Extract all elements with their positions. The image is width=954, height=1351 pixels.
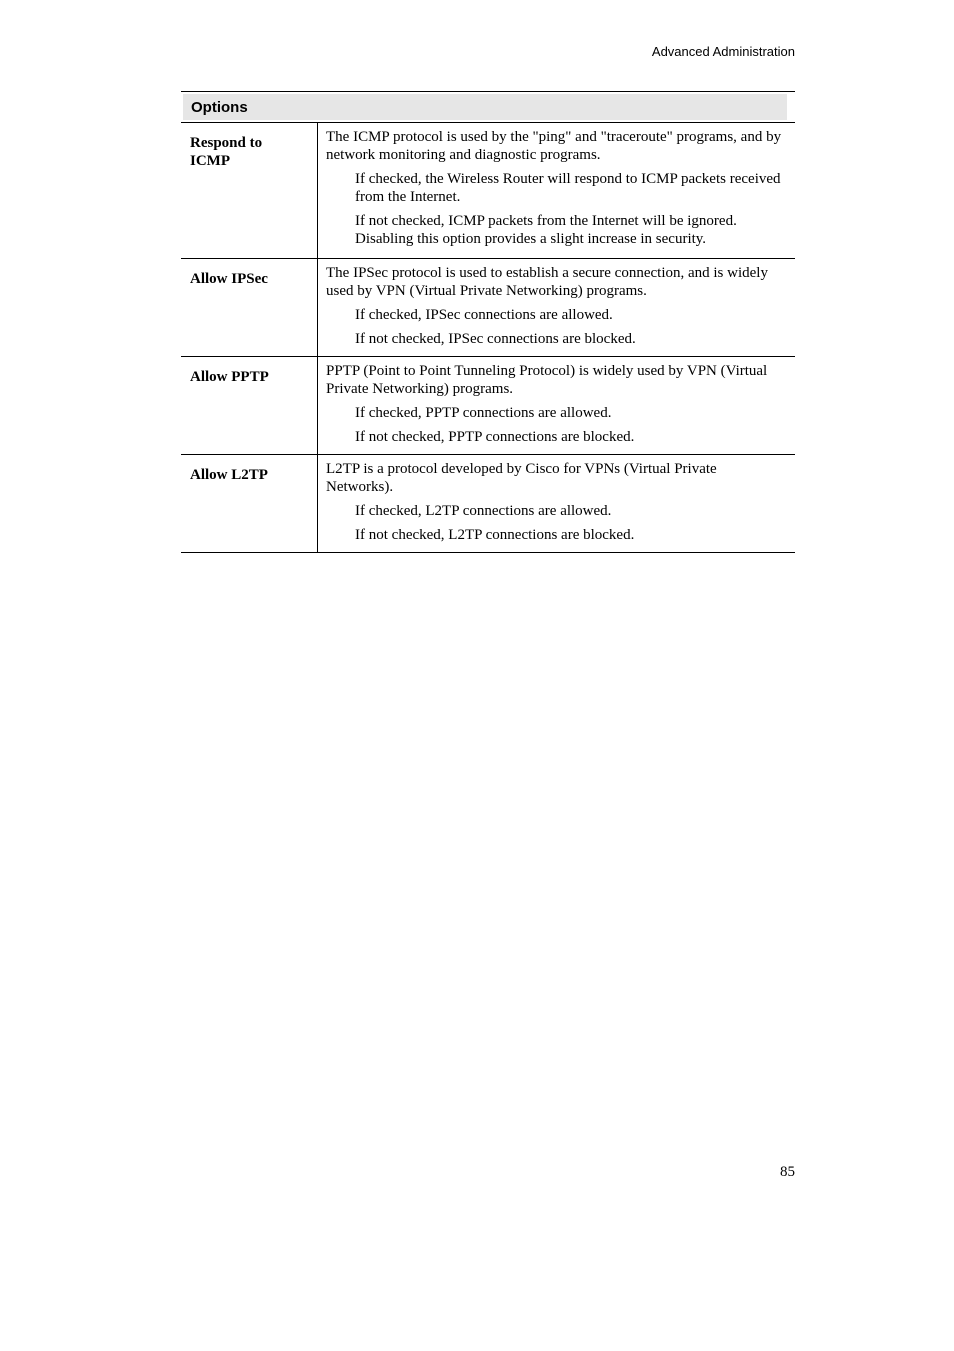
unchecked-behavior: If not checked, IPSec connections are blocked. (355, 331, 636, 347)
option-label: Respond to ICMP (181, 123, 318, 258)
option-description-cell (318, 455, 795, 552)
option-description: The IPSec protocol is used to establish a secure connection, and is widely used by VPN (Virtual Private Networking) programs. (326, 265, 768, 299)
unchecked-behavior: If not checked, PPTP connections are blocked. (355, 429, 635, 445)
option-description-cell (318, 357, 795, 454)
table-row (181, 123, 795, 259)
option-label: Allow PPTP (181, 357, 318, 454)
unchecked-behavior: If not checked, ICMP packets from the Internet will be ignored. Disabling this option provides a slight increase in security. (355, 213, 737, 247)
table-row (181, 455, 795, 553)
option-description: PPTP (Point to Point Tunneling Protocol) is widely used by VPN (Virtual Private Networking) programs. (326, 363, 768, 397)
option-label: Allow L2TP (181, 455, 318, 552)
table-row (181, 357, 795, 455)
options-table (181, 91, 795, 553)
running-header: Advanced Administration (651, 44, 795, 59)
option-label: Allow IPSec (181, 259, 318, 356)
option-description-cell (318, 259, 795, 356)
option-description-cell (318, 123, 795, 258)
unchecked-behavior: If not checked, L2TP connections are blocked. (355, 527, 635, 543)
checked-behavior: If checked, IPSec connections are allowed. (355, 307, 613, 323)
checked-behavior: If checked, the Wireless Router will respond to ICMP packets received from the Internet. (355, 171, 781, 205)
checked-behavior: If checked, PPTP connections are allowed. (355, 405, 612, 421)
page-number: 85 (780, 1164, 795, 1180)
option-description: The ICMP protocol is used by the "ping" and "traceroute" programs, and by network monitoring and diagnostic programs. (326, 129, 782, 163)
table-row (181, 259, 795, 357)
table-heading: Options (183, 94, 787, 120)
option-description: L2TP is a protocol developed by Cisco for VPNs (Virtual Private Networks). (326, 461, 717, 495)
checked-behavior: If checked, L2TP connections are allowed. (355, 503, 612, 519)
